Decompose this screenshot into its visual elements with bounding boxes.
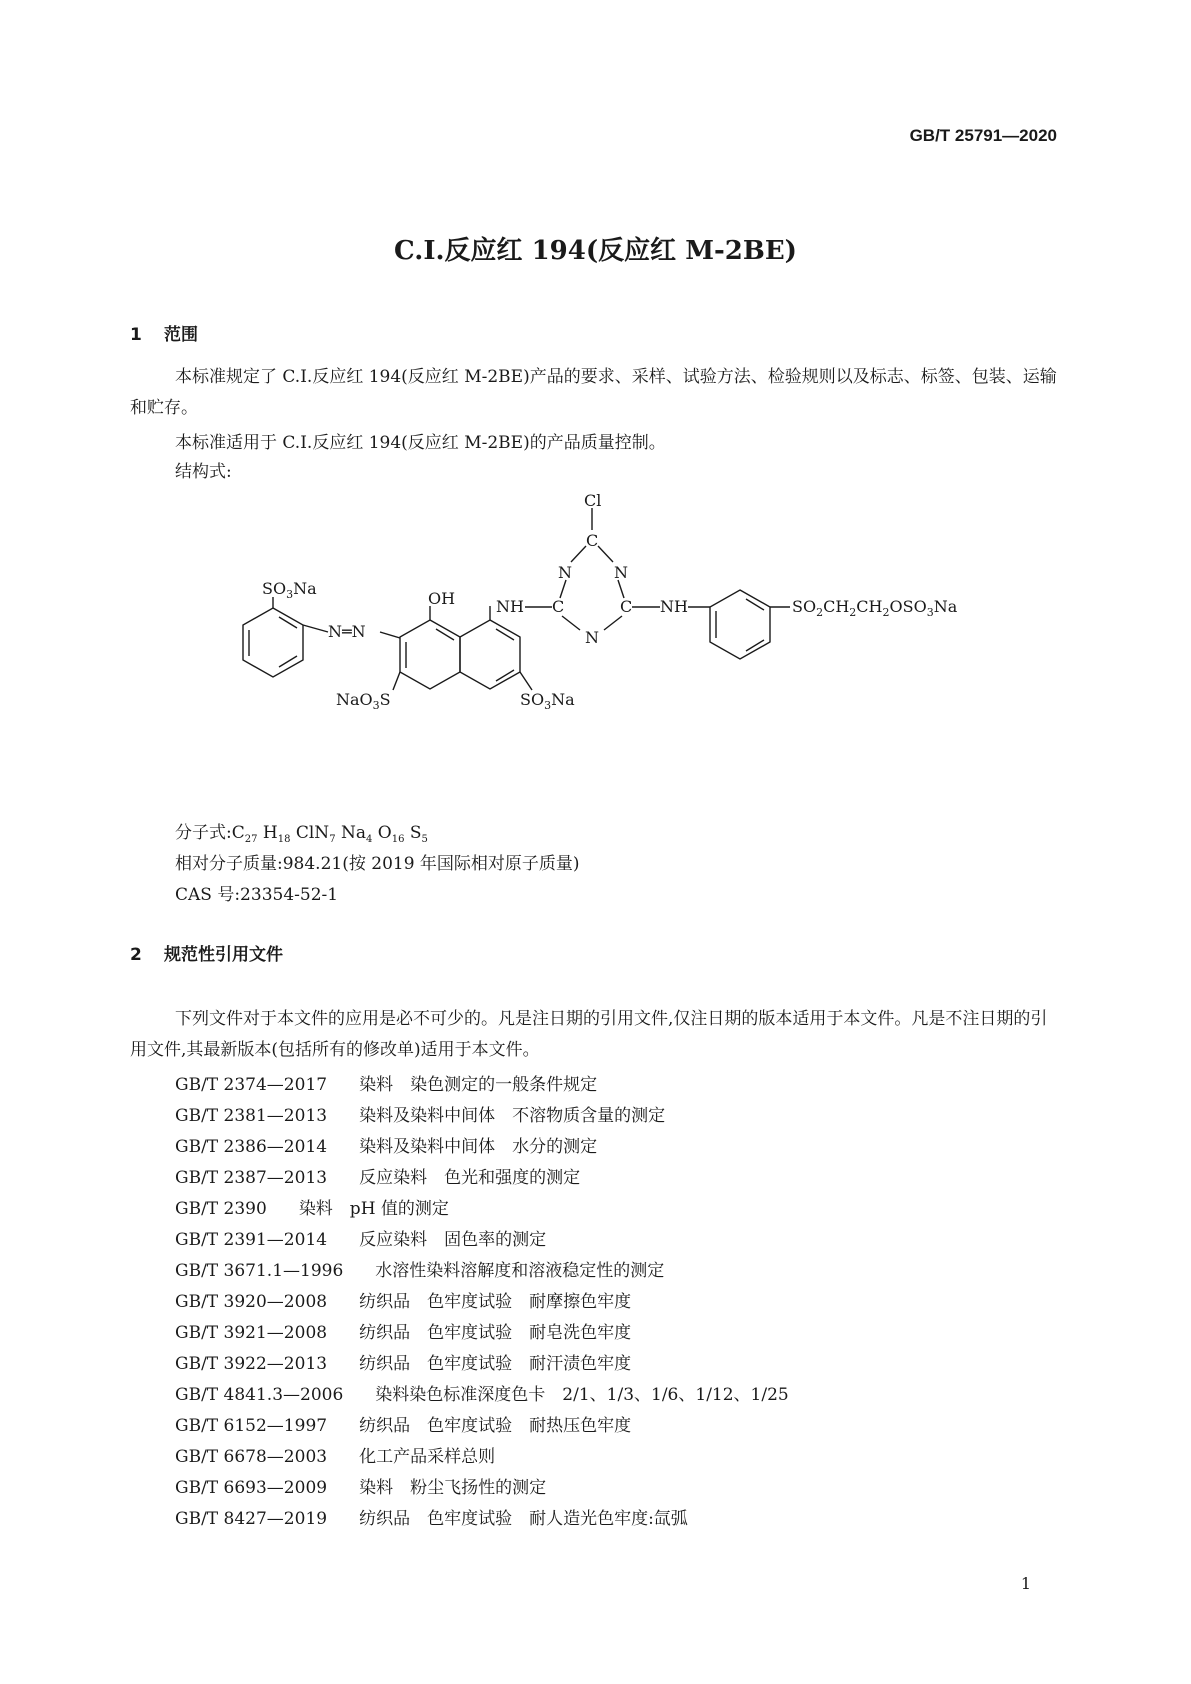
cas-number: CAS 号:23354-52-1: [175, 885, 339, 905]
section-1-title: 范围: [164, 325, 198, 345]
reference-item: GB/T 2390 染料 pH 值的测定: [175, 1199, 449, 1219]
section-2-title: 规范性引用文件: [164, 945, 283, 965]
section-1-number: 1: [130, 325, 142, 345]
reference-item: GB/T 8427—2019 纺织品 色牢度试验 耐人造光色牢度:氙弧: [175, 1509, 688, 1529]
atom-n-right: N: [614, 563, 628, 582]
structure-label: 结构式:: [175, 462, 232, 482]
scope-paragraph-1: 本标准规定了 C.I.反应红 194(反应红 M-2BE)产品的要求、采样、试验方法、检验规则以及标志、标签、包装、运输和贮存。: [130, 367, 1057, 418]
reference-item: GB/T 6678—2003 化工产品采样总则: [175, 1447, 496, 1467]
group-sulfatoethylsulfonyl: $SO_2CH_2CH_2OSO_3Na$: [792, 597, 958, 619]
atom-n-left: N: [558, 563, 572, 582]
scope-paragraph-2: 本标准适用于 C.I.反应红 194(反应红 M-2BE)的产品质量控制。: [175, 433, 666, 453]
section-2-heading: [130, 940, 283, 965]
group-so3na-top-left: $SO_3Na$: [262, 579, 317, 601]
reference-item: GB/T 6152—1997 纺织品 色牢度试验 耐热压色牢度: [175, 1416, 632, 1436]
atom-nh-left: NH: [496, 597, 524, 616]
atom-n-bottom: N: [585, 628, 599, 647]
structural-formula: [0, 480, 1191, 740]
group-so3na-bottom-right: $SO_3Na$: [520, 690, 575, 712]
azo-group: N═N: [328, 622, 366, 641]
references-intro: 下列文件对于本文件的应用是必不可少的。凡是注日期的引用文件,仅注日期的版本适用于本文件。凡是不注日期的引用文件,其最新版本(包括所有的修改单)适用于本文件。: [130, 1009, 1048, 1060]
reference-item: GB/T 2386—2014 染料及染料中间体 水分的测定: [175, 1137, 598, 1157]
atom-oh: OH: [428, 589, 456, 608]
reference-item: GB/T 2391—2014 反应染料 固色率的测定: [175, 1230, 547, 1250]
molecular-mass: 相对分子质量:984.21(按 2019 年国际相对原子质量): [175, 854, 580, 874]
reference-item: GB/T 2374—2017 染料 染色测定的一般条件规定: [175, 1075, 598, 1095]
reference-item: GB/T 2381—2013 染料及染料中间体 不溶物质含量的测定: [175, 1106, 666, 1126]
reference-item: GB/T 6693—2009 染料 粉尘飞扬性的测定: [175, 1478, 547, 1498]
standard-number: GB/T 25791—2020: [909, 126, 1057, 145]
reference-item: GB/T 4841.3—2006 染料染色标准深度色卡 2/1、1/3、1/6、1/12、1/25: [175, 1385, 789, 1405]
atom-c-left: C: [552, 597, 565, 616]
reference-item: GB/T 2387—2013 反应染料 色光和强度的测定: [175, 1168, 581, 1188]
group-naso3-bottom: NaO$_3$S: [336, 690, 391, 712]
reference-item: GB/T 3922—2013 纺织品 色牢度试验 耐汗渍色牢度: [175, 1354, 632, 1374]
reference-item: GB/T 3921—2008 纺织品 色牢度试验 耐皂洗色牢度: [175, 1323, 632, 1343]
section-2-number: 2: [130, 945, 142, 965]
atom-cl: Cl: [584, 491, 602, 510]
reference-item: GB/T 3920—2008 纺织品 色牢度试验 耐摩擦色牢度: [175, 1292, 632, 1312]
atom-c-right: C: [620, 597, 633, 616]
section-1-heading: [130, 320, 198, 345]
reference-item: GB/T 3671.1—1996 水溶性染料溶解度和溶液稳定性的测定: [175, 1261, 665, 1281]
atom-nh-right: NH: [660, 597, 688, 616]
document-title: C.I.反应红 194(反应红 M-2BE): [394, 236, 797, 266]
molecular-formula: 分子式$:C_{27}$ $H_{18}$ ClN$_7$ $Na_4$ $O_{16}$ $S_5$: [175, 823, 428, 845]
atom-c-top: C: [586, 531, 599, 550]
page-number: 1: [1020, 1574, 1031, 1593]
